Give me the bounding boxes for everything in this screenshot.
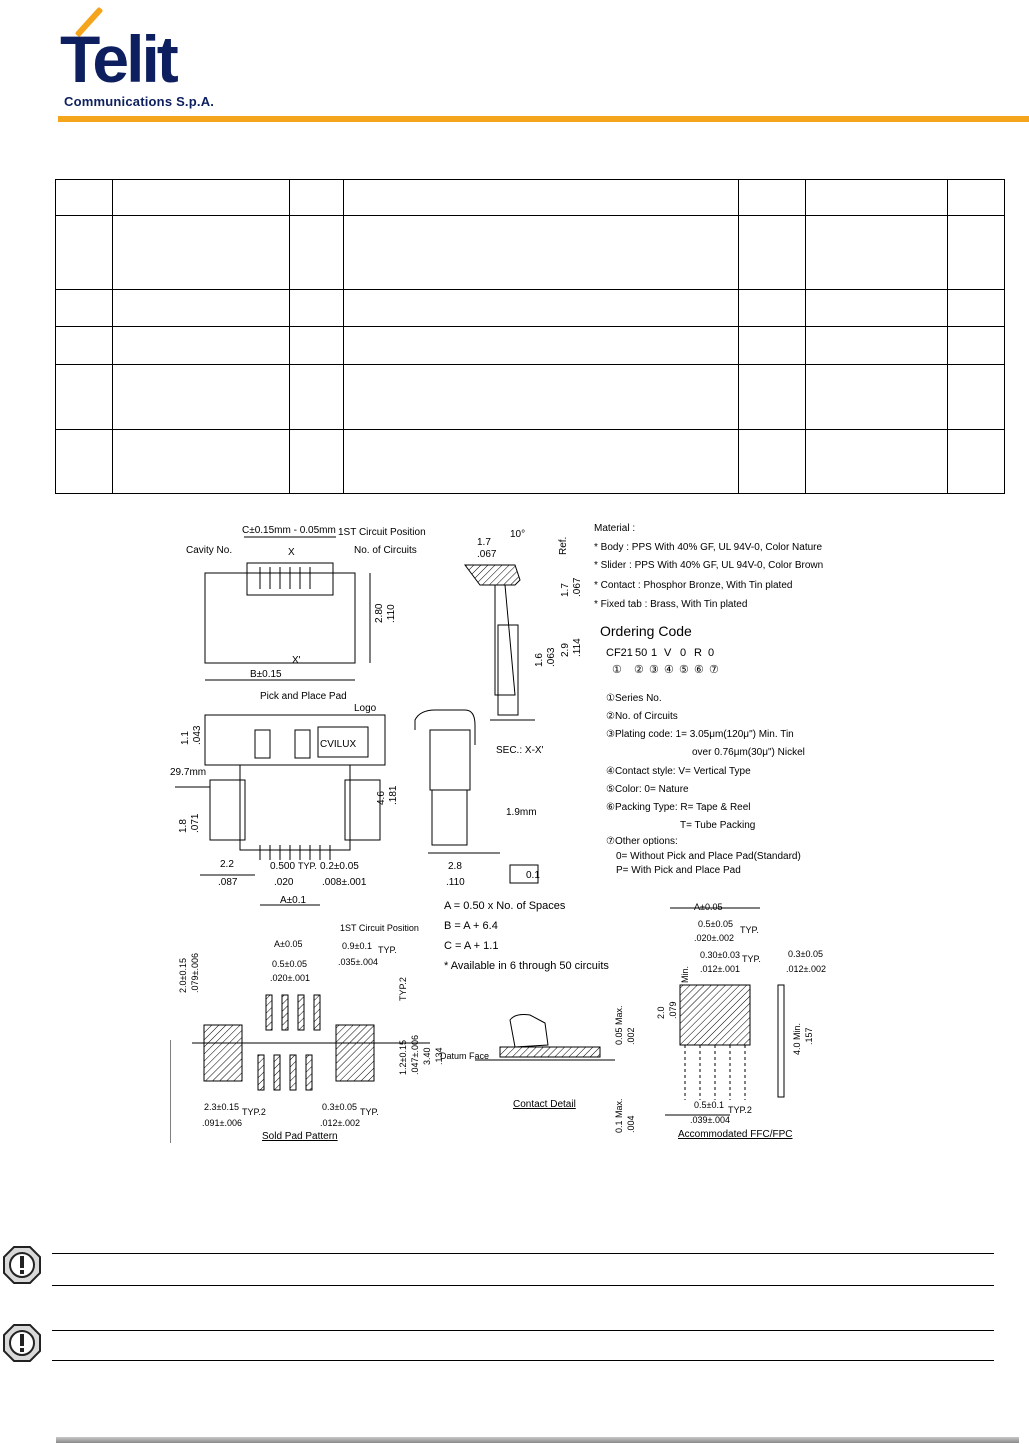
ffc-typ2: TYP.2: [728, 1105, 752, 1115]
ffc-dim-2-0: 2.0: [656, 1006, 666, 1019]
spec-material: Material :: [594, 523, 636, 534]
table-row: [56, 290, 1005, 327]
ffc-label: Accommodated FFC/FPC: [678, 1129, 793, 1140]
code-index-2: ②: [634, 664, 644, 676]
header-rule: [58, 116, 1029, 122]
sec-ref: Ref.: [558, 536, 569, 555]
option-other: ⑦Other options:: [606, 836, 678, 847]
dim-0-2-in: .008±.001: [322, 877, 367, 888]
footer-bar: [56, 1437, 1019, 1443]
option-plating-2: over 0.76μm(30μ") Nickel: [692, 747, 805, 758]
note-rule-bottom: [52, 1360, 994, 1361]
ffc-dim-0-5-in: .020±.002: [694, 933, 734, 943]
contact-dim-0-1: 0.1 Max.: [614, 1098, 624, 1133]
table-row: [56, 216, 1005, 290]
dim-0-2: 0.2±0.05: [320, 861, 359, 872]
pad-first-circuit: 1ST Circuit Position: [340, 923, 419, 933]
ffc-dim-0-3: 0.3±0.05: [788, 949, 823, 959]
pad-dim-0-9: 0.9±0.1: [342, 941, 372, 951]
dim-b: B±0.15: [250, 669, 282, 680]
telit-logo: [56, 0, 286, 115]
pad-dim-0-5: 0.5±0.05: [272, 959, 307, 969]
formula-b: B = A + 6.4: [444, 920, 498, 932]
pad-dim-0-3-in: .012±.002: [320, 1118, 360, 1128]
ffc-typ-2: TYP.: [742, 954, 761, 964]
dim-1-1-in: .043: [192, 725, 203, 745]
pad-dim-a: A±0.05: [274, 939, 303, 949]
table-row: [56, 327, 1005, 365]
ffc-dim-a: A±0.05: [694, 902, 723, 912]
pad-dim-0-3: 0.3±0.05: [322, 1102, 357, 1112]
warning-icon: [2, 1245, 42, 1285]
sec-d3: 2.9: [560, 643, 571, 657]
pad-dim-2-3: 2.3±0.15: [204, 1102, 239, 1112]
option-series: ①Series No.: [606, 693, 662, 704]
ffc-typ: TYP.: [740, 925, 759, 935]
code-part-color: 0: [680, 647, 687, 659]
sec-d4-in: .063: [546, 647, 557, 667]
dim-pitch: 0.500: [270, 861, 296, 872]
dim-2-8-in: .110: [446, 877, 465, 888]
ffc-dim-4-0: 4.0 Min.: [792, 1022, 802, 1055]
formula-a: A = 0.50 x No. of Spaces: [444, 900, 566, 912]
sec-d1: 1.7: [477, 537, 491, 548]
dim-4-6-in: .181: [388, 785, 399, 805]
table-row: [56, 365, 1005, 430]
option-packing-2: T= Tube Packing: [680, 820, 756, 831]
dim-1-1: 1.1: [180, 731, 191, 745]
dim-2-8: 2.8: [448, 861, 462, 872]
pad-dim-1-2-in: .047±.006: [410, 1035, 420, 1075]
option-plating: ③Plating code: 1= 3.05μm(120μ") Min. Tin: [606, 729, 794, 740]
section-mark-x: X: [288, 547, 295, 558]
pad-typ2: TYP.2: [398, 977, 408, 1001]
pad-dim-0-9-in: .035±.004: [338, 957, 378, 967]
pad-dim-0-5-in: .020±.001: [270, 973, 310, 983]
option-circuits: ②No. of Circuits: [606, 711, 678, 722]
spec-table: [55, 179, 1005, 494]
option-packing: ⑥Packing Type: R= Tape & Reel: [606, 802, 751, 813]
ffc-dim-0-5-bottom: 0.5±0.1: [694, 1100, 724, 1110]
dim-a: A±0.1: [280, 895, 307, 906]
code-part-packing: R: [694, 647, 702, 659]
ffc-dim-0-3-in: .012±.002: [786, 964, 826, 974]
pad-dim-3-4: 3.40: [422, 1047, 432, 1065]
code-index-4: ④: [664, 664, 674, 676]
dim-1-8: 1.8: [178, 819, 189, 833]
dim-height-in: .110: [386, 604, 397, 623]
datum-face-label: Datum Face: [440, 1051, 490, 1061]
option-style: ④Contact style: V= Vertical Type: [606, 766, 751, 777]
logo-mark: CVILUX: [320, 739, 357, 750]
contact-dim-0-05: 0.05 Max.: [614, 1005, 624, 1045]
sec-d4: 1.6: [534, 653, 545, 667]
pad-dim-2-3-in: .091±.006: [202, 1118, 242, 1128]
formula-c: C = A + 1.1: [444, 940, 499, 952]
sec-d2: 1.7: [560, 583, 571, 597]
table-row: [56, 180, 1005, 216]
ffc-dim-2-0-in: .079: [668, 1001, 678, 1019]
spec-fixed-tab: * Fixed tab : Brass, With Tin plated: [594, 599, 748, 610]
code-index-1: ①: [612, 664, 622, 676]
dim-typ: TYP.: [298, 861, 317, 871]
logo-subtitle: Communications S.p.A.: [64, 94, 215, 109]
no-circuits-label: No. of Circuits: [354, 545, 417, 556]
spec-contact: * Contact : Phosphor Bronze, With Tin plated: [594, 580, 793, 591]
ordering-code-title: Ordering Code: [600, 623, 692, 639]
contact-detail-label: Contact Detail: [513, 1099, 576, 1110]
first-circuit-label: 1ST Circuit Position: [338, 527, 426, 538]
code-index-6: ⑥: [694, 664, 704, 676]
table-row: [56, 430, 1005, 494]
dim-1-8-in: .071: [190, 813, 201, 833]
code-part-options: 0: [708, 647, 715, 659]
code-part-style: V: [664, 647, 672, 659]
logo-label: Logo: [354, 703, 377, 714]
formula-availability: * Available in 6 through 50 circuits: [444, 960, 609, 972]
dim-2-2: 2.2: [220, 859, 234, 870]
pad-typ: TYP.: [378, 945, 397, 955]
pad-dim-2-0-in: .079±.006: [190, 953, 200, 993]
dim-1-9: 1.9mm: [506, 807, 537, 818]
note-rule-top: [52, 1330, 994, 1331]
code-part-circuits: 50: [635, 647, 648, 659]
dim-2-2-in: .087: [218, 877, 238, 888]
dim-height: 2.80: [374, 603, 385, 623]
spec-slider: * Slider : PPS With 40% GF, UL 94V-0, Color Brown: [594, 560, 824, 571]
ffc-dim-0-5-bottom-in: .039±.004: [690, 1115, 730, 1125]
ffc-dim-4-0-in: .157: [804, 1027, 814, 1045]
contact-dim-0-1-in: .004: [626, 1115, 636, 1133]
pad-pattern-label: Sold Pad Pattern: [262, 1131, 338, 1142]
code-index-3: ③: [649, 664, 659, 676]
note-block: [0, 1245, 1029, 1285]
pad-dim-3-4-in: .134: [434, 1047, 444, 1065]
spec-body: * Body : PPS With 40% GF, UL 94V-0, Color Nature: [594, 542, 823, 553]
option-other-0: 0= Without Pick and Place Pad(Standard): [616, 851, 801, 862]
code-index-7: ⑦: [709, 664, 719, 676]
pick-pad-label: Pick and Place Pad: [260, 691, 347, 702]
sec-d2-in: .067: [572, 577, 583, 597]
option-color: ⑤Color: 0= Nature: [606, 784, 689, 795]
note-rule-bottom: [52, 1285, 994, 1286]
pad-typ2-bottom: TYP.2: [242, 1107, 266, 1117]
sec-d1-in: .067: [477, 549, 497, 560]
ffc-dim-0-5: 0.5±0.05: [698, 919, 733, 929]
connector-drawing: [170, 515, 860, 1145]
dim-pitch-in: .020: [274, 877, 294, 888]
pad-dim-1-2: 1.2±0.15: [398, 1040, 408, 1075]
option-other-p: P= With Pick and Place Pad: [616, 865, 741, 876]
code-index-5: ⑤: [679, 664, 689, 676]
note-block: [0, 1323, 1029, 1363]
note-rule-top: [52, 1253, 994, 1254]
sec-d3-in: .114: [572, 638, 583, 657]
section-mark-x-prime: X': [292, 655, 301, 666]
dim-c: C±0.15mm - 0.05mm: [242, 525, 336, 536]
flatness-value: 0.1: [526, 870, 540, 881]
pad-typ-bottom: TYP.: [360, 1107, 379, 1117]
cavity-label: Cavity No.: [186, 545, 233, 556]
warning-icon: [2, 1323, 42, 1363]
logo-wordmark: Telit: [60, 22, 176, 96]
sec-angle: 10°: [510, 529, 526, 540]
pad-dim-2-0: 2.0±0.15: [178, 958, 188, 993]
dim-4-6: 4.6: [376, 791, 387, 805]
ffc-dim-0-30: 0.30±0.03: [700, 950, 740, 960]
dim-29-7: 29.7mm: [170, 767, 207, 778]
code-part-plating: 1: [651, 647, 658, 659]
contact-dim-0-05-in: .002: [626, 1027, 636, 1045]
code-part-series: CF21: [606, 647, 633, 659]
ffc-min: Min.: [680, 965, 690, 983]
ffc-dim-0-30-in: .012±.001: [700, 964, 740, 974]
section-label: SEC.: X-X': [496, 745, 544, 756]
